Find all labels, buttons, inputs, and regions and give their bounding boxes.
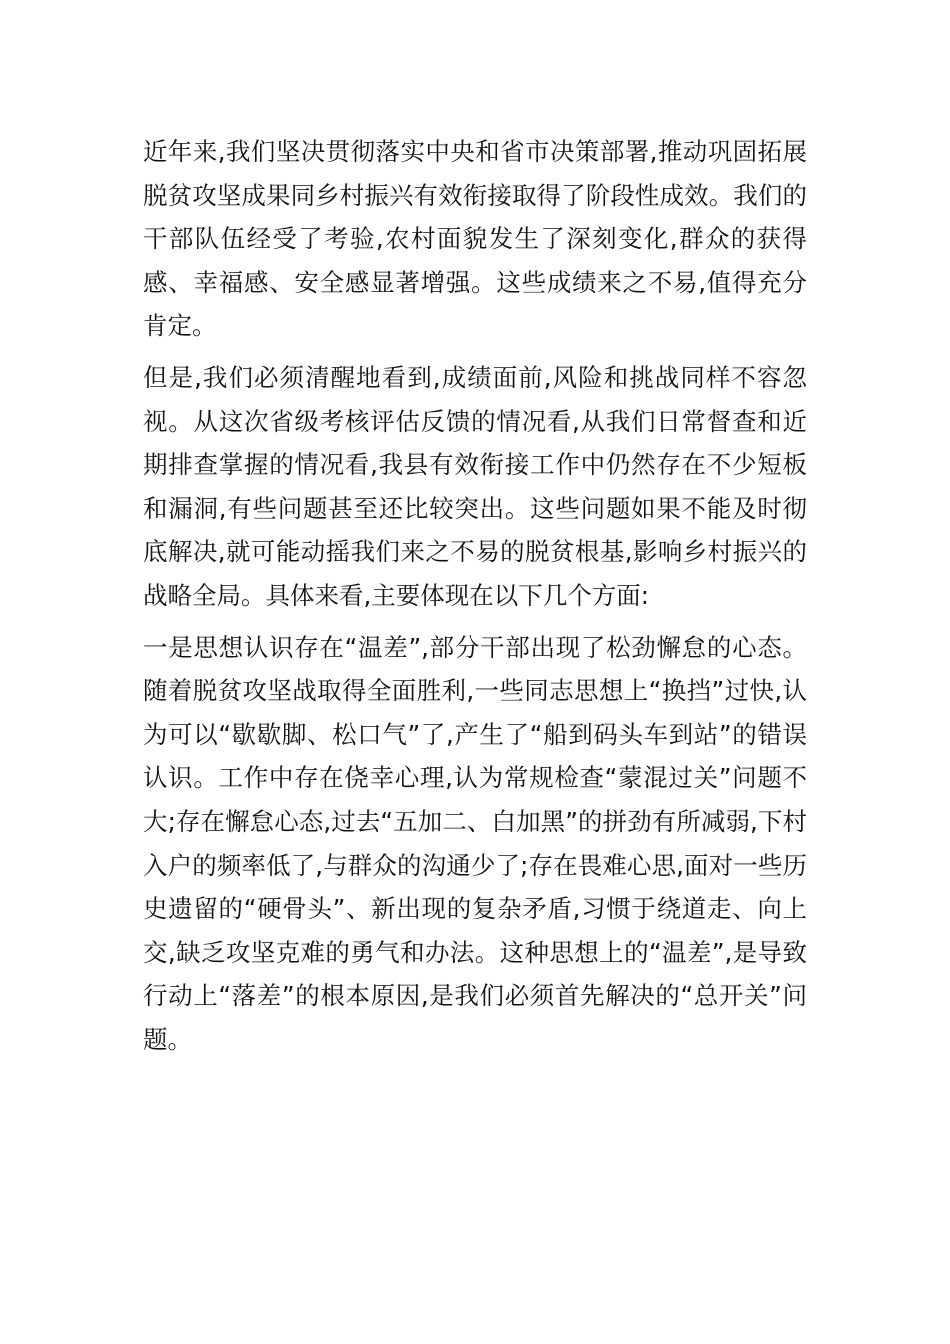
paragraph-achievements: 近年来,我们坚决贯彻落实中央和省市决策部署,推动巩固拓展脱贫攻坚成果同乡村振兴有效衔接取得了阶段性成效。我们的干部队伍经受了考验,农村面貌发生了深刻变化,群众的获得感、幸福感、安全感显著增强。这些成绩来之不易,值得充分肯定。 <box>143 137 807 341</box>
document-page <box>143 130 807 1069</box>
paragraph-ideological-gap: 一是思想认识存在“温差”,部分干部出现了松劲懈怠的心态。随着脱贫攻坚战取得全面胜利,一些同志思想上“换挡”过快,认为可以“歇歇脚、松口气”了,产生了“船到码头车到站”的错误认识。工作中存在侥幸心理,认为常规检查“蒙混过关”问题不大;存在懈怠心态,过去“五加二、白加黑”的拼劲有所减弱,下村入户的频率低了,与群众的沟通少了;存在畏难心思,面对一些历史遗留的“硬骨头”、新出现的复杂矛盾,习惯于绕道走、向上交,缺乏攻坚克难的勇气和办法。这种思想上的“温差”,是导致行动上“落差”的根本原因,是我们必须首先解决的“总开关”问题。 <box>143 632 807 1054</box>
paragraph-risks: 但是,我们必须清醒地看到,成绩面前,风险和挑战同样不容忽视。从这次省级考核评估反馈的情况看,从我们日常督查和近期排查掌握的情况看,我县有效衔接工作中仍然存在不少短板和漏洞,有些问题甚至还比较突出。这些问题如果不能及时彻底解决,就可能动摇我们来之不易的脱贫根基,影响乡村振兴的战略全局。具体来看,主要体现在以下几个方面: <box>143 362 807 610</box>
